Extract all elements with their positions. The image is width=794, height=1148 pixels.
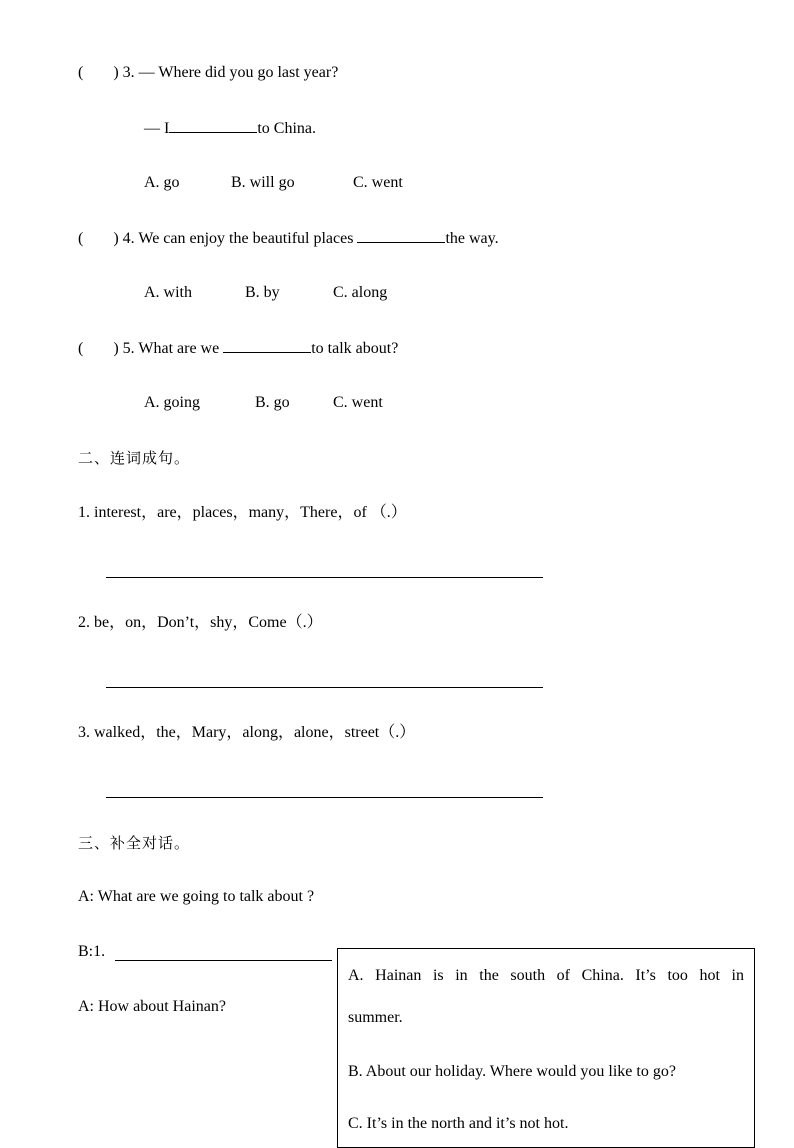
- dialog-answer-blank-1[interactable]: [115, 960, 332, 961]
- question-5-option-b-wrap: [255, 393, 290, 413]
- reply-prefix: — I: [144, 120, 170, 137]
- box-word: of: [556, 967, 570, 984]
- answer-line-3[interactable]: [106, 797, 543, 798]
- option-a[interactable]: A. with: [144, 284, 192, 301]
- question-3-reply: [144, 118, 316, 139]
- option-c[interactable]: C. went: [353, 174, 403, 191]
- box-word: Hainan: [375, 967, 422, 984]
- question-3-options: [144, 173, 180, 193]
- dialog-b1-label: B:1.: [78, 943, 106, 960]
- answer-paren-close: ): [113, 340, 119, 357]
- box-option-b: B. About our holiday. Where would you like to go?: [348, 1063, 676, 1080]
- box-option-a-line2: summer.: [348, 1009, 403, 1026]
- question-3-option-c-wrap: [353, 173, 403, 193]
- box-word: hot: [699, 967, 720, 984]
- option-a[interactable]: A. go: [144, 174, 180, 191]
- answer-paren-close: ): [113, 230, 119, 247]
- question-stem: — Where did you go last year?: [138, 64, 339, 81]
- section-2-title: 二、连词成句。: [78, 449, 191, 467]
- option-a[interactable]: A. going: [144, 394, 200, 411]
- fill-blank[interactable]: [223, 338, 311, 353]
- question-4-option-a-wrap: [144, 283, 192, 303]
- question-5-option-c-wrap: [333, 393, 383, 413]
- box-word: too: [667, 967, 688, 984]
- question-3: [78, 63, 338, 83]
- option-b[interactable]: B. will go: [231, 174, 295, 191]
- question-3-option-b-wrap: [231, 173, 295, 193]
- answer-line-2[interactable]: [106, 687, 543, 688]
- question-5-option-a-wrap: [144, 393, 200, 413]
- answer-options-box: [337, 948, 755, 1148]
- box-word: is: [432, 967, 444, 984]
- dialog-line-b1: [78, 942, 105, 962]
- option-c[interactable]: C. went: [333, 394, 383, 411]
- box-word: in: [731, 967, 744, 984]
- answer-paren-open: (: [78, 230, 84, 247]
- reorder-item-3: 3. walked，the，Mary，along，alone，street（.）: [78, 724, 416, 741]
- question-number: 5.: [122, 340, 135, 357]
- fill-blank[interactable]: [169, 118, 257, 133]
- question-4-option-c-wrap: [333, 283, 387, 303]
- fill-blank[interactable]: [357, 228, 445, 243]
- box-word: south: [510, 967, 546, 984]
- dialog-line-a1: A: What are we going to talk about ?: [78, 888, 315, 905]
- answer-paren-open: (: [78, 64, 84, 81]
- reply-suffix: to China.: [257, 120, 316, 137]
- question-stem-before: What are we: [138, 340, 220, 357]
- answer-paren-close: ): [113, 64, 119, 81]
- answer-line-1[interactable]: [106, 577, 543, 578]
- option-b[interactable]: B. go: [255, 394, 290, 411]
- reorder-item-1: 1. interest，are，places，many，There，of （.）: [78, 504, 407, 521]
- question-5: [78, 338, 398, 359]
- section-3-title: 三、补全对话。: [78, 834, 191, 852]
- question-stem-after: to talk about?: [311, 340, 399, 357]
- option-b[interactable]: B. by: [245, 284, 280, 301]
- box-word: the: [479, 967, 499, 984]
- box-option-c: C. It’s in the north and it’s not hot.: [348, 1115, 569, 1132]
- question-number: 4.: [122, 230, 135, 247]
- box-word: A.: [348, 967, 364, 984]
- box-word: in: [455, 967, 468, 984]
- question-4-option-b-wrap: [245, 283, 280, 303]
- reorder-item-2: 2. be，on，Don’t，shy，Come（.）: [78, 614, 323, 631]
- answer-paren-open: (: [78, 340, 84, 357]
- box-word: It’s: [635, 967, 656, 984]
- dialog-line-a2: A: How about Hainan?: [78, 998, 226, 1015]
- question-stem-after: the way.: [445, 230, 499, 247]
- box-word: China.: [581, 967, 624, 984]
- question-number: 3.: [122, 64, 135, 81]
- question-stem-before: We can enjoy the beautiful places: [138, 230, 354, 247]
- box-option-a-line1: [348, 966, 744, 986]
- option-c[interactable]: C. along: [333, 284, 388, 301]
- question-4: [78, 228, 499, 249]
